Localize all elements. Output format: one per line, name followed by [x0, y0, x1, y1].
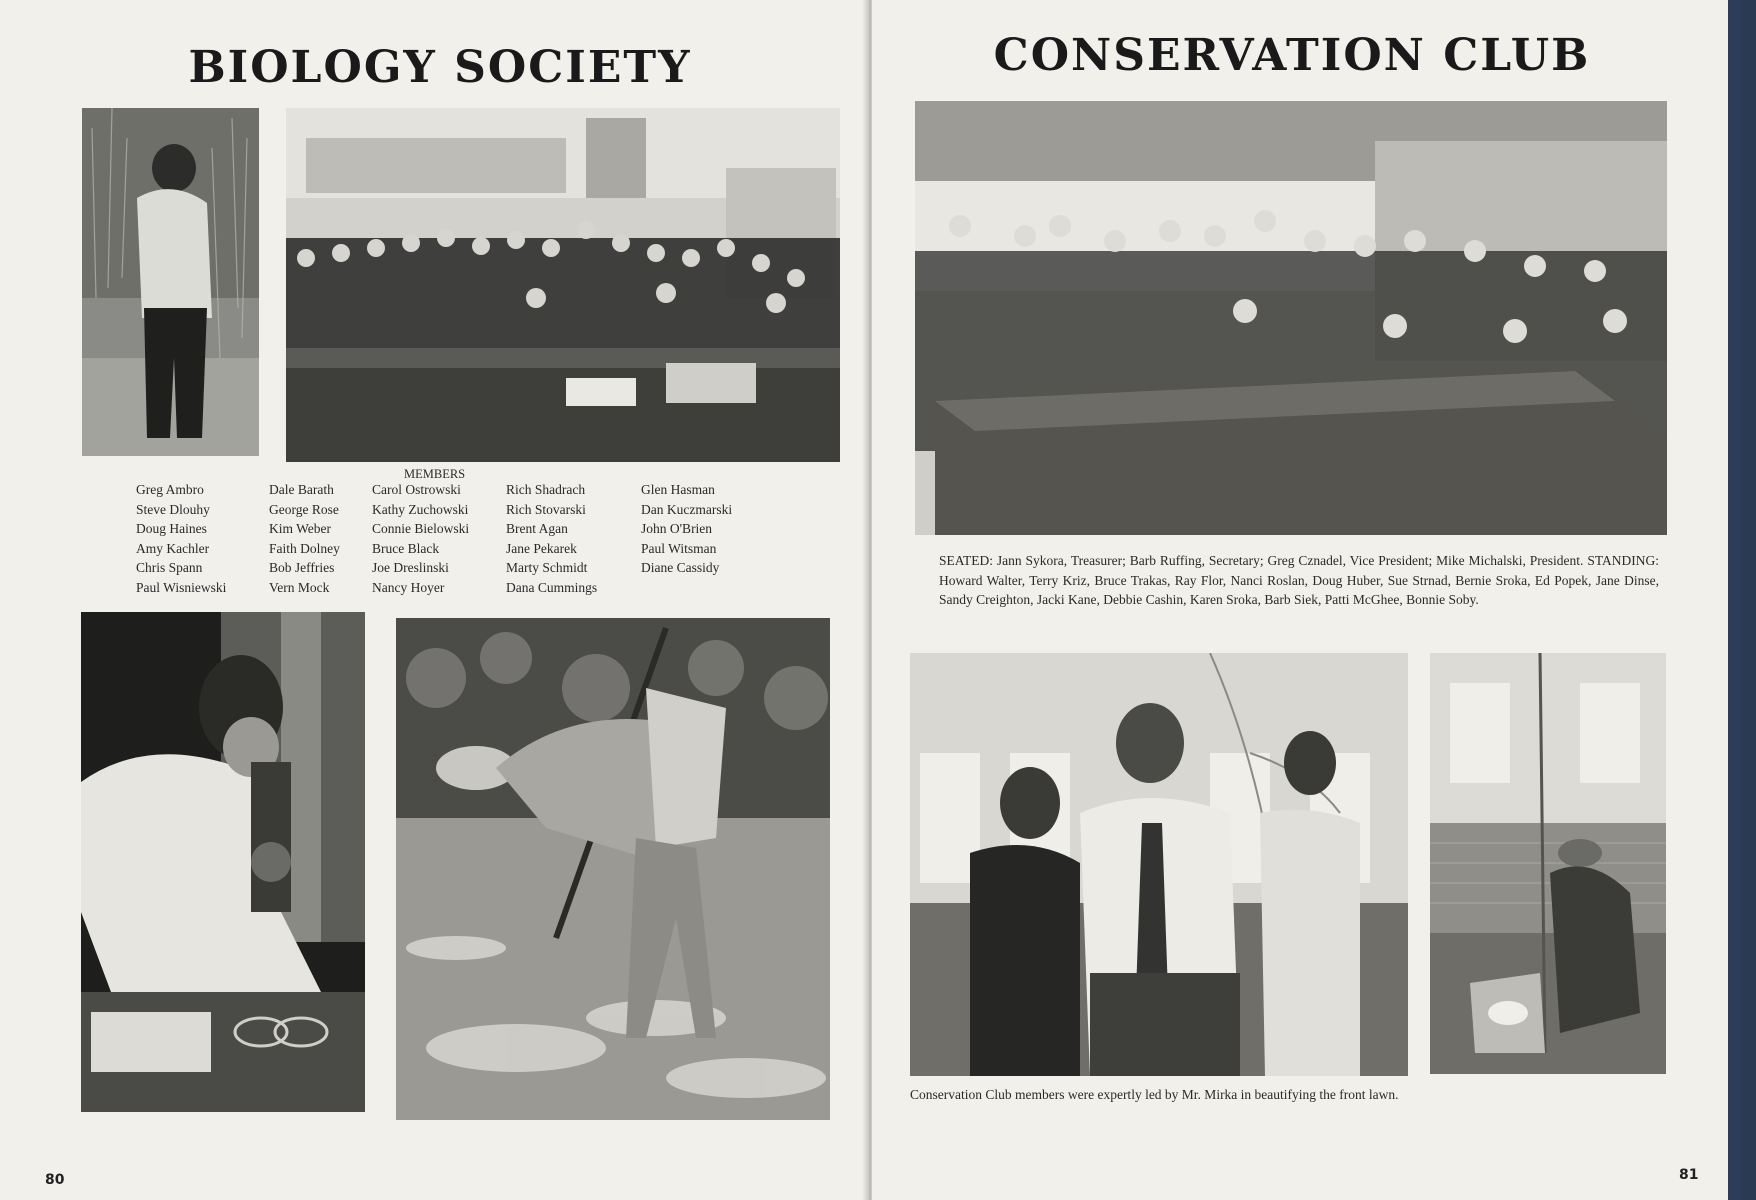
member-name: Marty Schmidt — [506, 560, 588, 575]
photo-student-watering-tree — [1430, 653, 1666, 1074]
members-column-3 — [372, 480, 469, 597]
member-name: Carol Ostrowski — [372, 482, 461, 497]
member-name: Bruce Black — [372, 540, 440, 556]
member-name: Paul Wisniewski — [136, 579, 227, 595]
member-name: Amy Kachler — [136, 540, 210, 556]
member-name: George Rose — [269, 501, 339, 517]
members-heading: MEMBERS — [404, 467, 466, 481]
conservation-bottom-caption: Conservation Club members were expertly led by Mr. Mirka in beautifying the front lawn. — [910, 1087, 1399, 1102]
photo-student-at-microscope — [81, 612, 365, 1112]
book-cover-edge — [1728, 0, 1742, 1200]
member-name: Jane Pekarek — [506, 540, 577, 556]
member-name: Bob Jeffries — [269, 560, 335, 575]
member-name: Dale Barath — [269, 482, 334, 497]
page-number-left: 80 — [45, 1172, 65, 1188]
photo-teacher-with-students — [910, 653, 1408, 1076]
member-name: Dan Kuczmarski — [641, 501, 733, 517]
member-name: Joe Dreslinski — [372, 560, 449, 575]
member-name: Paul Witsman — [641, 540, 717, 556]
member-name: Dana Cummings — [506, 579, 598, 595]
member-name: John O'Brien — [641, 521, 713, 536]
member-name: Nancy Hoyer — [372, 579, 445, 595]
member-name: Rich Stovarski — [506, 501, 586, 517]
member-name: Vern Mock — [269, 579, 330, 595]
group-photo-caption: SEATED: Jann Sykora, Treasurer; Barb Ruffing, Secretary; Greg Cznadel, Vice President; Mike Michalski, President. STANDING: Howard Walter, Terry Kriz, Bruce Trakas, Ray Flor, Nanci Roslan, Doug Huber, Sue Strnad, Bernie Sroka, Ed Popek, Jane Dinse, Sandy Creighton, Jacki Kane, Debbie Cashin, Karen Sroka, Barb Siek, Patti McGhee, Bonnie Soby. — [939, 553, 1659, 607]
member-name: Steve Dlouhy — [136, 501, 210, 517]
members-column-4 — [506, 480, 597, 597]
members-column-1 — [136, 480, 226, 597]
left-page — [0, 0, 868, 1200]
member-name: Diane Cassidy — [641, 560, 720, 575]
member-name: Doug Haines — [136, 521, 207, 536]
member-name: Chris Spann — [136, 560, 203, 575]
photo-student-in-stream — [396, 618, 830, 1120]
photo-conservation-club-group — [915, 101, 1667, 535]
photo-student-in-marsh — [82, 108, 259, 456]
members-column-5 — [641, 480, 732, 578]
member-name: Faith Dolney — [269, 540, 340, 556]
member-name: Kathy Zuchowski — [372, 501, 469, 517]
member-name: Kim Weber — [269, 521, 332, 536]
member-name: Connie Bielowski — [372, 521, 470, 536]
members-column-2 — [269, 480, 340, 597]
member-name: Glen Hasman — [641, 482, 715, 497]
conservation-club-title: CONSERVATION CLUB — [993, 30, 1591, 81]
member-name: Brent Agan — [506, 521, 568, 536]
photo-biology-society-group — [286, 108, 840, 462]
page-number-right: 81 — [1679, 1167, 1699, 1183]
right-page — [872, 0, 1742, 1200]
member-name: Rich Shadrach — [506, 482, 586, 497]
member-name: Greg Ambro — [136, 482, 204, 497]
biology-society-title: BIOLOGY SOCIETY — [188, 42, 692, 93]
